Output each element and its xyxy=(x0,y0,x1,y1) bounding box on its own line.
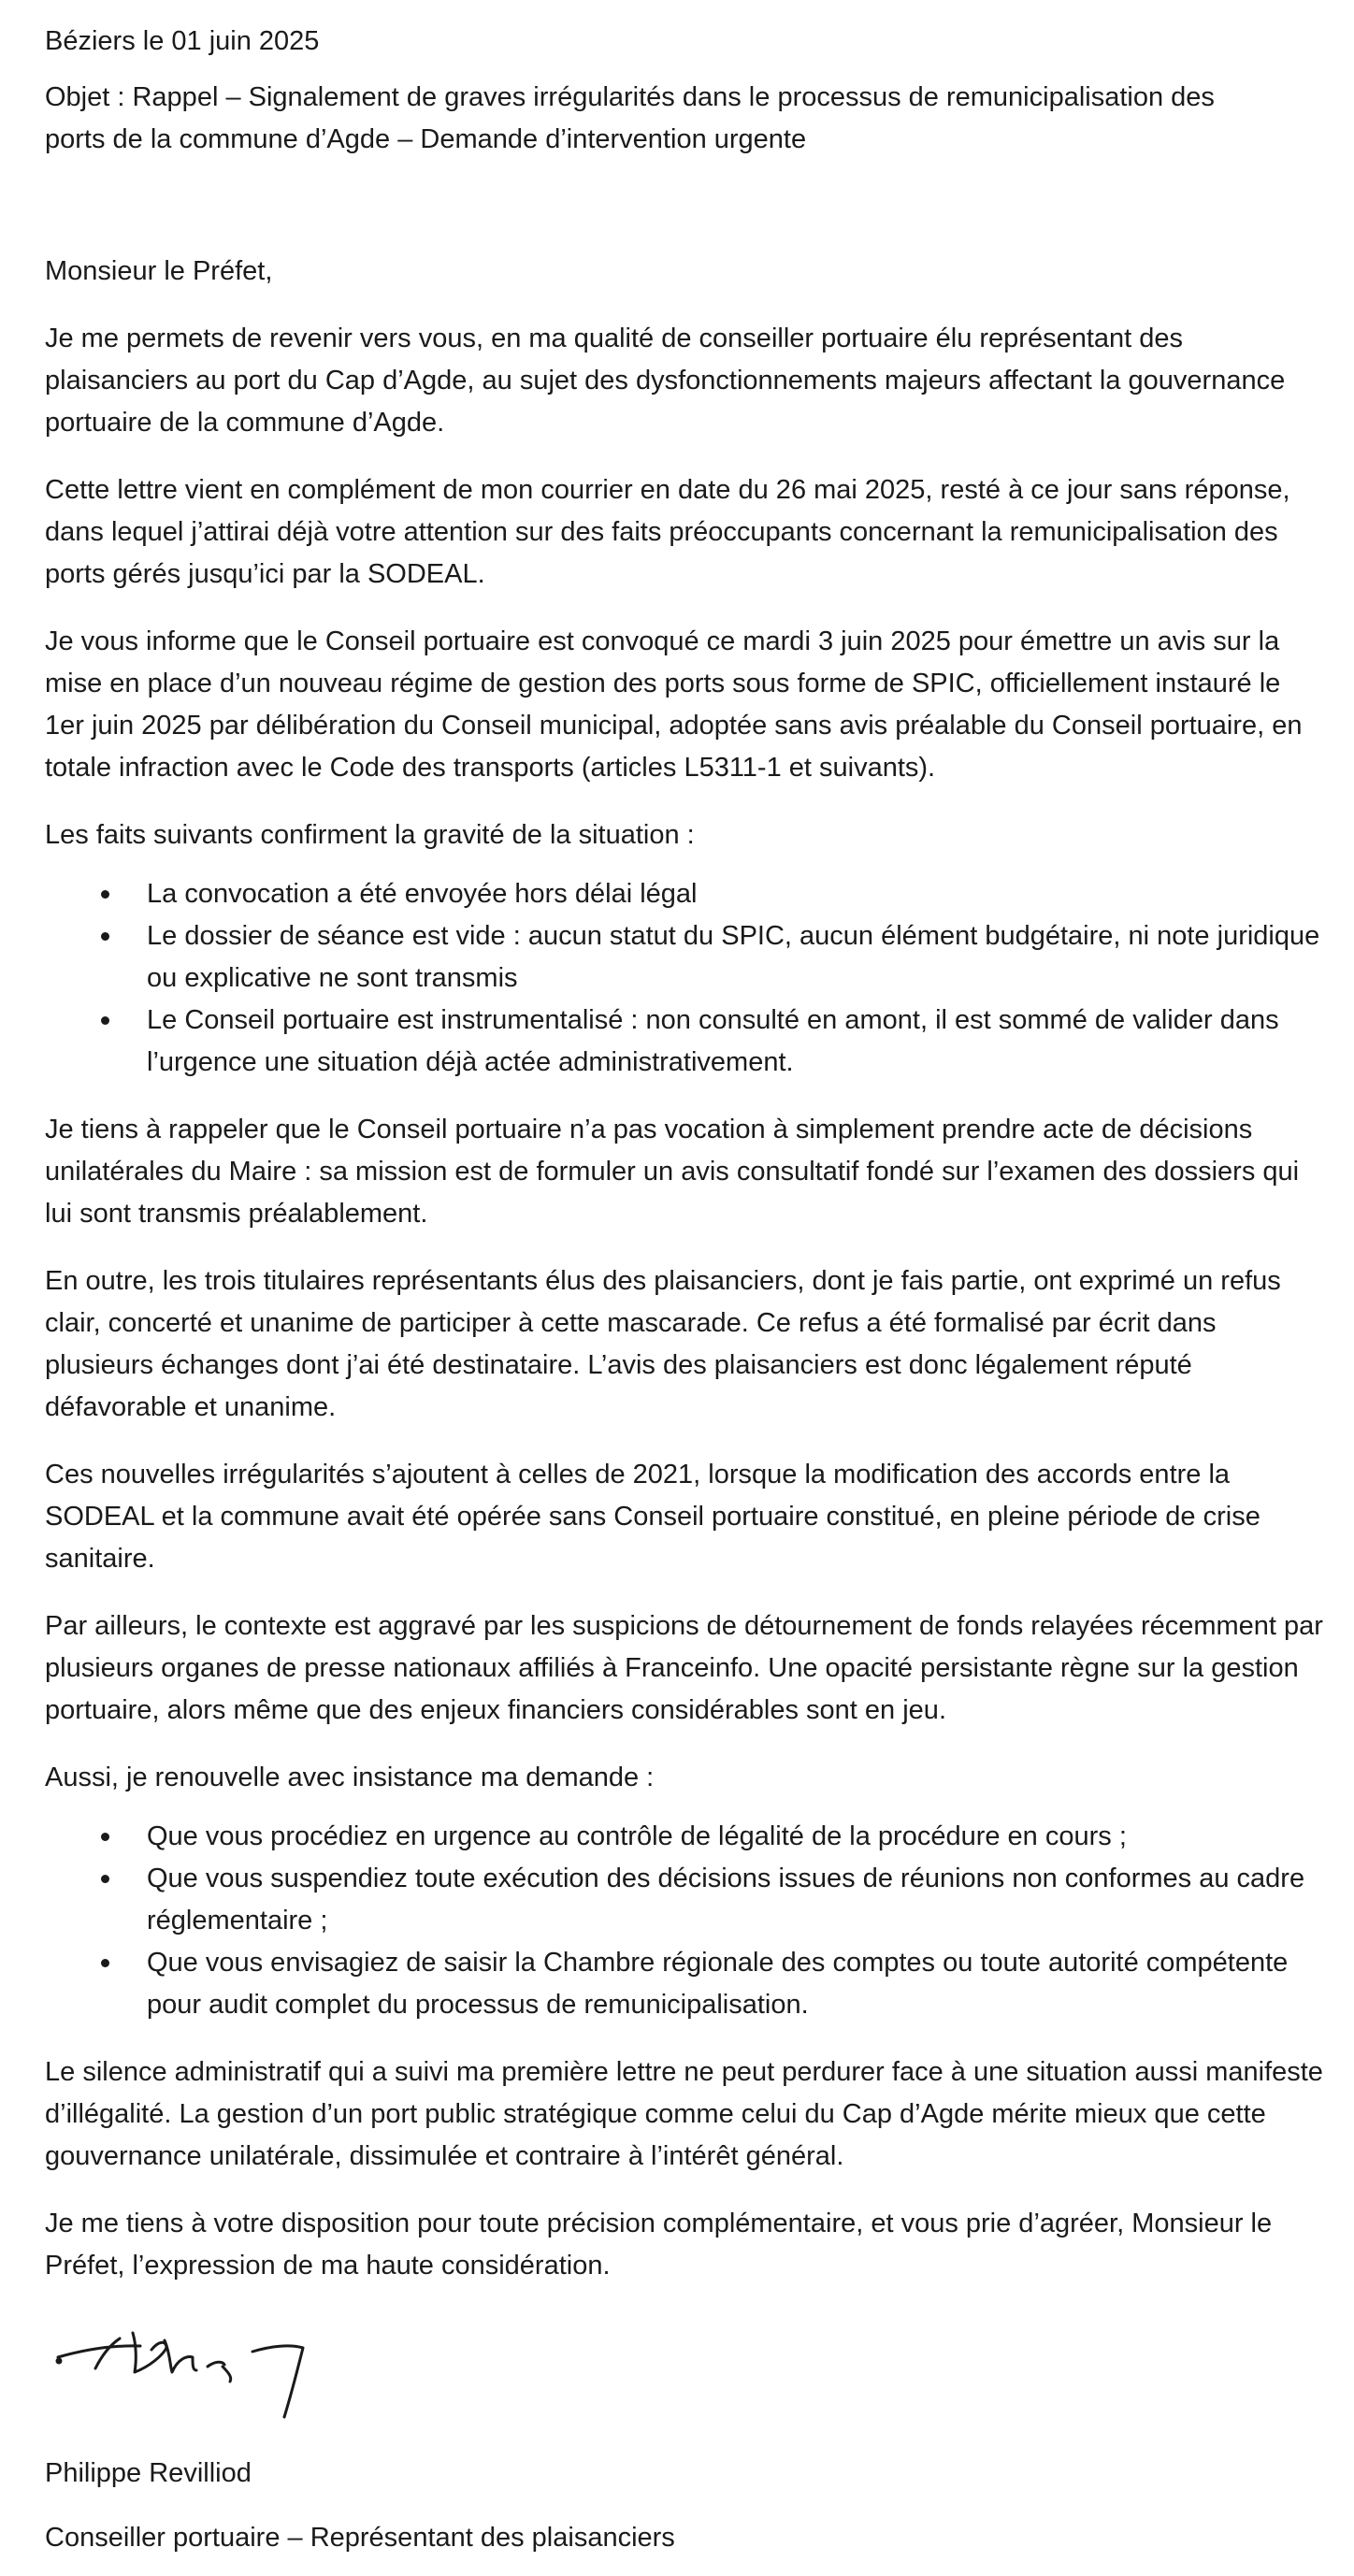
paragraph-intro: Je me permets de revenir vers vous, en ma qualité de conseiller portuaire élu représentant des plaisanciers au port du Cap d’Agde, au sujet des dysfonctionnements majeurs affectant la gouvernance portuaire de la commune d’Agde. xyxy=(45,324,1286,438)
paragraph-previous-letter: Cette lettre vient en complément de mon courrier en date du 26 mai 2025, resté à ce jour sans réponse, dans lequel j’attirai déjà votre attention sur des faits préoccupants concernant la remunicipalisation des ports gérés jusqu’ici par la SODEAL. xyxy=(45,475,1290,589)
bullet-icon xyxy=(101,1833,109,1841)
subject-line-2: ports de la commune d’Agde – Demande d’intervention urgente xyxy=(45,124,807,154)
letter-subject xyxy=(45,77,1326,161)
list-item xyxy=(45,873,1326,915)
request-text: Que vous suspendiez toute exécution des décisions issues de réunions non conformes au cadre réglementaire ; xyxy=(147,1864,1305,1936)
paragraph-2021: Ces nouvelles irrégularités s’ajoutent à celles de 2021, lorsque la modification des accords entre la SODEAL et la commune avait été opérée sans Conseil portuaire constitué, en pleine période de crise sanitaire. xyxy=(45,1460,1260,1574)
requests-list xyxy=(45,1816,1326,2026)
bullet-icon xyxy=(101,1016,109,1025)
fact-text: Le Conseil portuaire est instrumentalisé : non consulté en amont, il est sommé de valider dans l’urgence une situation déjà actée administrativement. xyxy=(147,1005,1279,1077)
handwritten-signature xyxy=(45,2312,1326,2439)
paragraph-context: Par ailleurs, le contexte est aggravé par les suspicions de détournement de fonds relayées récemment par plusieurs organes de presse nationaux affiliés à Franceinfo. Une opacité persistante règne sur la gestion portuaire, alors même que des enjeux financiers considérables sont en jeu. xyxy=(45,1611,1323,1725)
paragraph-closing-formula: Je me tiens à votre disposition pour toute précision complémentaire, et vous prie d’agréer, Monsieur le Préfet, l’expression de ma haute considération. xyxy=(45,2209,1273,2281)
bullet-icon xyxy=(101,890,109,899)
bullet-icon xyxy=(101,1959,109,1967)
bullet-icon xyxy=(101,1875,109,1883)
list-item xyxy=(45,915,1326,1000)
request-text: Que vous procédiez en urgence au contrôle de légalité de la procédure en cours ; xyxy=(147,1821,1127,1851)
fact-text: Le dossier de séance est vide : aucun statut du SPIC, aucun élément budgétaire, ni note juridique ou explicative ne sont transmis xyxy=(147,921,1320,993)
signer-name: Philippe Revilliod xyxy=(45,2458,252,2488)
paragraph-facts-intro: Les faits suivants confirment la gravité de la situation : xyxy=(45,820,695,850)
request-text: Que vous envisagiez de saisir la Chambre régionale des comptes ou toute autorité compétente pour audit complet du processus de remunicipalisation. xyxy=(147,1948,1289,2020)
bullet-icon xyxy=(101,932,109,941)
fact-text: La convocation a été envoyée hors délai légal xyxy=(147,879,698,909)
list-item xyxy=(45,1858,1326,1942)
list-item xyxy=(45,1942,1326,2026)
letter-date: Béziers le 01 juin 2025 xyxy=(45,26,320,56)
letter-page xyxy=(45,21,1326,2559)
signer-role: Conseiller portuaire – Représentant des plaisanciers xyxy=(45,2523,675,2553)
salutation: Monsieur le Préfet, xyxy=(45,256,273,286)
signature-drawing xyxy=(47,2312,346,2434)
list-item xyxy=(45,1816,1326,1858)
paragraph-convocation: Je vous informe que le Conseil portuaire est convoqué ce mardi 3 juin 2025 pour émettre un avis sur la mise en place d’un nouveau régime de gestion des ports sous forme de SPIC, officiellement instauré le 1er juin 2025 par délibération du Conseil municipal, adoptée sans avis préalable du Conseil portuaire, en totale infraction avec le Code des transports (articles L5311-1 et suivants). xyxy=(45,626,1303,783)
subject-line-1: Objet : Rappel – Signalement de graves irrégularités dans le processus de remunicipalisation des xyxy=(45,82,1215,112)
facts-list xyxy=(45,873,1326,1084)
paragraph-council-role: Je tiens à rappeler que le Conseil portuaire n’a pas vocation à simplement prendre acte de décisions unilatérales du Maire : sa mission est de formuler un avis consultatif fondé sur l’examen des dossiers qui lui sont transmis préalablement. xyxy=(45,1115,1300,1229)
list-item xyxy=(45,1000,1326,1084)
paragraph-refusal: En outre, les trois titulaires représentants élus des plaisanciers, dont je fais partie, ont exprimé un refus clair, concerté et unanime de participer à cette mascarade. Ce refus a été formalisé par écrit dans plusieurs échanges dont j’ai été destinataire. L’avis des plaisanciers est donc légalement réputé défavorable et unanime. xyxy=(45,1266,1281,1422)
paragraph-request-intro: Aussi, je renouvelle avec insistance ma demande : xyxy=(45,1763,655,1792)
paragraph-silence: Le silence administratif qui a suivi ma première lettre ne peut perdurer face à une situation aussi manifeste d’illégalité. La gestion d’un port public stratégique comme celui du Cap d’Agde mérite mieux que cette gouvernance unilatérale, dissimulée et contraire à l’intérêt général. xyxy=(45,2057,1323,2171)
